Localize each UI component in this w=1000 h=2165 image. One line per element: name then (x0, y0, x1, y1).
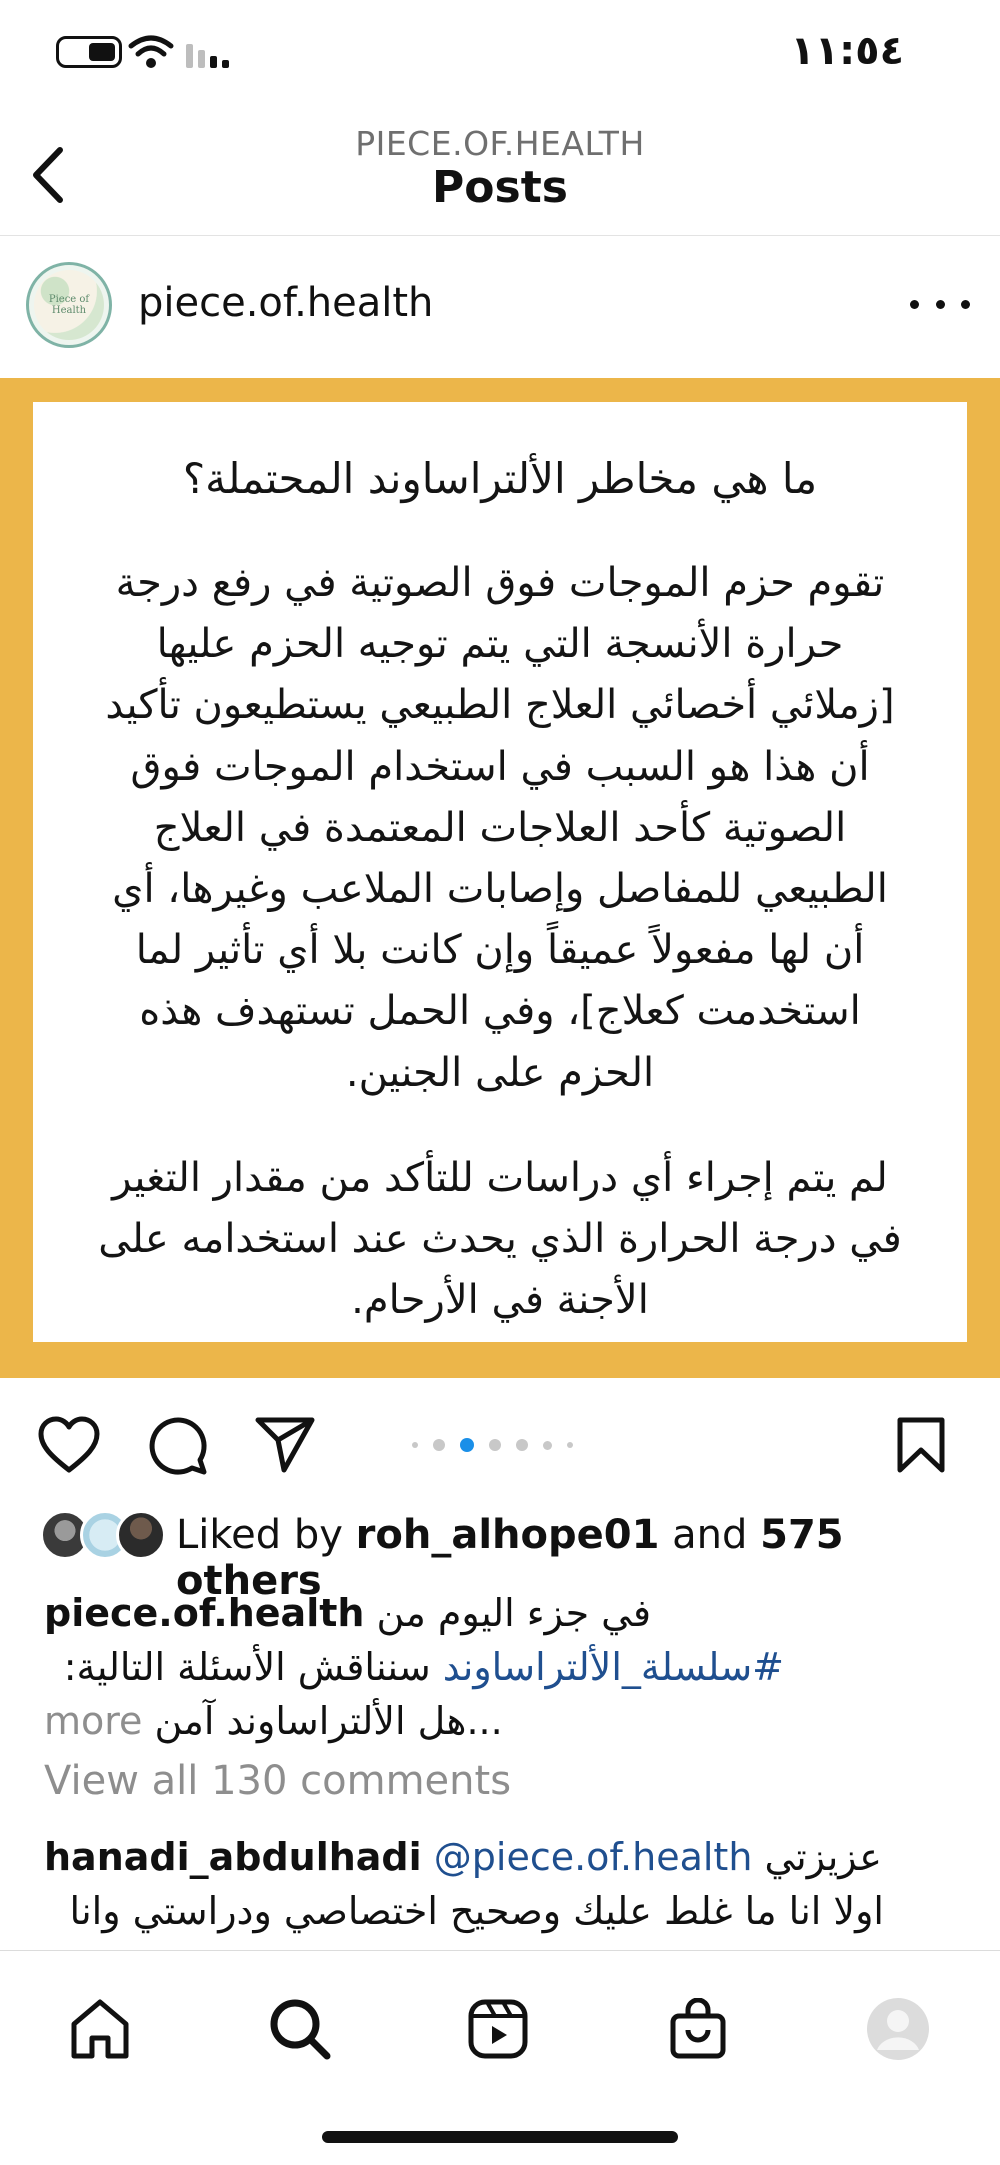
carousel-dot (412, 1442, 418, 1448)
nav-shop[interactable] (658, 1989, 738, 2069)
comment-mention[interactable]: @piece.of.health (433, 1835, 753, 1879)
caption-line-3: هل الألتراساوند آمن... (154, 1699, 503, 1743)
caption-username[interactable]: piece.of.health (44, 1591, 365, 1635)
liker-username[interactable]: roh_alhope01 (355, 1512, 660, 1558)
carousel-dot-active (460, 1438, 474, 1452)
liker-avatar (116, 1510, 166, 1560)
more-options-button[interactable] (910, 286, 970, 322)
save-button[interactable] (886, 1410, 956, 1480)
post-actions (0, 1400, 1000, 1490)
battery-icon (56, 36, 122, 68)
carousel-dot (543, 1441, 552, 1450)
account-name: PIECE.OF.HEALTH (355, 124, 645, 163)
more-link[interactable]: more (44, 1699, 143, 1743)
image-question: ما هي مخاطر الألتراساوند المحتملة؟ (182, 454, 818, 503)
post-header (0, 246, 1000, 366)
reels-icon (467, 1998, 529, 2060)
header (0, 110, 1000, 236)
search-icon (267, 1996, 333, 2062)
comment-text-2: اولا انا ما غلط عليك وصحيح اختصاصي ودراستي وانا (69, 1889, 884, 1933)
profile-icon (865, 1996, 931, 2062)
nav-profile[interactable] (858, 1989, 938, 2069)
carousel-dot (516, 1439, 528, 1451)
carousel-dot (433, 1439, 445, 1451)
heart-icon (37, 1416, 101, 1474)
like-button[interactable] (34, 1410, 104, 1480)
status-bar (0, 0, 1000, 110)
post-image-card (33, 402, 967, 1342)
image-paragraph-1: تقوم حزم الموجات فوق الصوتية في رفع درجة حرارة الأنسجة التي يتم توجيه الحزم عليها [زملائي أخصائي العلاج الطبيعي يستطيعون تأكيد أن هذا هو السبب في استخدام الموجات فوق الصوتية كأحد العلاجات المعتمدة في العلاج الطبيعي للمفاصل وإصابات الملاعب وغيرها، أي أن لها مفعولاً عميقاً وإن كانت بلا أي تأثير لما استخدمت كعلاج]، وفي الحمل تستهدف هذه الحزم على الجنين. (105, 560, 895, 1096)
bottom-nav (0, 1950, 1000, 2165)
signal-icon (184, 40, 234, 70)
image-paragraph-2: لم يتم إجراء أي دراسات للتأكد من مقدار التغير في درجة الحرارة الذي يحدث عند استخدامه على الأجنة في الأرحام. (98, 1154, 902, 1324)
likes-row[interactable] (0, 1506, 1000, 1604)
avatar[interactable] (26, 262, 112, 348)
nav-search[interactable] (260, 1989, 340, 2069)
caption-line-2: سنناقش الأسئلة التالية: (63, 1645, 443, 1689)
send-icon (254, 1416, 316, 1474)
nav-reels[interactable] (458, 1989, 538, 2069)
post-image[interactable] (0, 378, 1000, 1378)
more-horizontal-icon (910, 300, 919, 309)
view-comments-link[interactable]: View all 130 comments (44, 1758, 512, 1804)
home-icon (68, 1998, 132, 2060)
post-username[interactable]: piece.of.health (138, 280, 434, 326)
avatar-logo: Piece of Health (34, 270, 104, 340)
likes-count[interactable]: 575 others (176, 1512, 844, 1604)
caption (44, 1586, 964, 1748)
status-time: ١١:٥٤ (790, 28, 904, 74)
shop-icon (668, 1998, 728, 2060)
carousel-dot (489, 1439, 501, 1451)
carousel-dot (567, 1442, 573, 1448)
wifi-icon (128, 34, 174, 70)
comment-username[interactable]: hanadi_abdulhadi (44, 1835, 422, 1879)
comment (44, 1830, 964, 1938)
comment-button[interactable] (142, 1410, 212, 1480)
comment-icon (146, 1414, 208, 1476)
home-indicator (322, 2131, 678, 2143)
bookmark-icon (895, 1416, 947, 1474)
likes-text: Liked by roh_alhope01 and 575 others (176, 1512, 844, 1604)
page-title: Posts (432, 162, 568, 213)
share-button[interactable] (250, 1410, 320, 1480)
carousel-indicator (412, 1438, 573, 1452)
comment-text-1: عزيزتي (764, 1835, 882, 1879)
caption-hashtag[interactable]: #سلسلة_الألتراساوند (442, 1645, 784, 1689)
nav-home[interactable] (60, 1989, 140, 2069)
caption-line-1: في جزء اليوم من (376, 1591, 651, 1635)
